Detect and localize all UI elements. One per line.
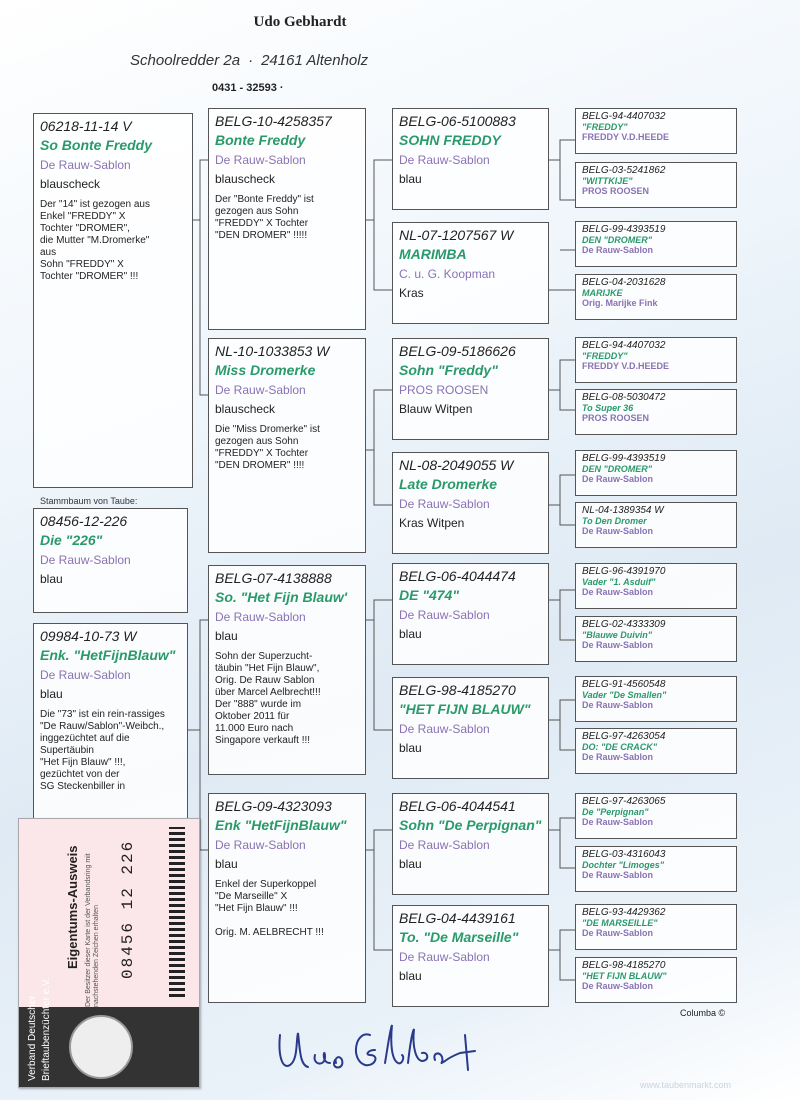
- pedigree-note: Die "73" ist ein rein-rassiges "De Rauw/Sablon"-Weibch., inggezüchtet auf die Supertäubin "Het Fijn Blauw" !!!, gezüchtet von der SG Steckenbiller in: [40, 709, 165, 792]
- ring-number: 06218-11-14 V: [40, 118, 132, 134]
- pigeon-name: DEN "DROMER": [582, 464, 653, 474]
- pigeon-name: DO: "DE CRACK": [582, 742, 658, 752]
- grandparent-card: [392, 338, 549, 440]
- ring-number: BELG-09-4323093: [215, 798, 332, 814]
- great-grandparent-card: [575, 108, 737, 154]
- grandparent-card: [392, 452, 549, 554]
- ring-number: BELG-06-4044474: [399, 568, 516, 584]
- color: Blauw Witpen: [399, 402, 473, 416]
- ring-number: BELG-06-5100883: [399, 113, 516, 129]
- pedigree-note: Die "Miss Dromerke" ist gezogen aus Sohn "FREDDY" X Tochter "DEN DROMER" !!!!: [215, 424, 320, 471]
- color: blau: [399, 172, 422, 186]
- color: blau: [399, 627, 422, 641]
- second-pigeon-card: [33, 508, 188, 613]
- breeder: De Rauw-Sablon: [582, 640, 654, 650]
- card-subtext: Der Besitzer dieser Karte ist der Verbandsring mit nachstehenden Zeichen erhalten: [85, 853, 101, 1007]
- great-grandparent-card: [575, 221, 737, 267]
- great-grandparent-card: [575, 162, 737, 208]
- pigeon-name: Enk. "HetFijnBlauw": [40, 647, 176, 663]
- breeder: De Rauw-Sablon: [399, 838, 490, 852]
- great-grandparent-card: [575, 846, 737, 892]
- ring-number: BELG-08-5030472: [582, 392, 666, 403]
- ring-number: 09984-10-73 W: [40, 628, 137, 644]
- card-title: Eigentums-Ausweis: [65, 845, 80, 969]
- color: blau: [399, 969, 422, 983]
- color: blauscheck: [215, 402, 276, 416]
- pigeon-name: "FREDDY": [582, 122, 628, 132]
- breeder: De Rauw-Sablon: [215, 610, 306, 624]
- street: Schoolredder 2a: [130, 52, 241, 69]
- owner-phone: 0431 - 32593 ·: [212, 82, 284, 94]
- pigeon-name: DEN "DROMER": [582, 235, 653, 245]
- breeder: PROS ROOSEN: [582, 413, 650, 423]
- great-grandparent-card: [575, 563, 737, 609]
- pigeon-name: "HET FIJN BLAUW": [582, 971, 667, 981]
- ring-number: BELG-99-4393519: [582, 224, 666, 235]
- great-grandparent-card: [575, 450, 737, 496]
- color: blau: [215, 629, 238, 643]
- breeder: FREDDY V.D.HEEDE: [582, 361, 670, 371]
- card-org-line1: Verband Deutscher: [27, 995, 38, 1081]
- grandparent-card: [392, 563, 549, 665]
- pigeon-name: Late Dromerke: [399, 476, 498, 492]
- ring-number: BELG-03-5241862: [582, 165, 666, 176]
- ring-number: BELG-96-4391970: [582, 566, 666, 577]
- pigeon-name: SOHN FREDDY: [399, 132, 501, 148]
- parent-card: [208, 565, 366, 775]
- ring-number: BELG-93-4429362: [582, 907, 666, 918]
- breeder: De Rauw-Sablon: [582, 587, 654, 597]
- pigeon-name: So. "Het Fijn Blauw': [215, 589, 348, 605]
- breeder: De Rauw-Sablon: [582, 870, 654, 880]
- breeder: De Rauw-Sablon: [399, 608, 490, 622]
- breeder: De Rauw-Sablon: [582, 474, 654, 484]
- pedigree-caption: Stammbaum von Taube:: [40, 496, 138, 506]
- grandparent-card: [392, 793, 549, 895]
- pigeon-name: "HET FIJN BLAUW": [399, 701, 531, 717]
- ring-number: BELG-06-4044541: [399, 798, 516, 814]
- ring-number: BELG-02-4333309: [582, 619, 666, 630]
- color: Kras: [399, 286, 424, 300]
- breeder: PROS ROOSEN: [399, 383, 489, 397]
- great-grandparent-card: [575, 389, 737, 435]
- pedigree-note: Sohn der Superzucht- täubin "Het Fijn Blauw", Orig. De Rauw Sablon über Marcel Aelbrecht!!! Der "888" wurde im Oktober 2011 für 11.000 Euro nach Singapore verkauft !!!: [215, 651, 321, 746]
- breeder: C. u. G. Koopman: [399, 267, 496, 281]
- great-grandparent-card: [575, 676, 737, 722]
- pigeon-name: To Den Dromer: [582, 516, 647, 526]
- breeder: De Rauw-Sablon: [582, 526, 654, 536]
- pigeon-name: De "Perpignan": [582, 807, 649, 817]
- ownership-card: [18, 818, 200, 1088]
- grandparent-card: [392, 677, 549, 779]
- handwritten-signature: [270, 1015, 500, 1085]
- great-grandparent-card: [575, 274, 737, 320]
- pigeon-name: DE "474": [399, 587, 459, 603]
- breeder: De Rauw-Sablon: [582, 928, 654, 938]
- breeder: De Rauw-Sablon: [582, 752, 654, 762]
- ring-number: NL-04-1389354 W: [582, 505, 664, 516]
- card-ring-number: 08456 12 226: [119, 839, 137, 979]
- pedigree-note: Enkel der Superkoppel "De Marseille" X "Het Fijn Blauw" !!! Orig. M. AELBRECHT !!!: [215, 879, 324, 938]
- breeder: De Rauw-Sablon: [215, 153, 306, 167]
- ring-number: BELG-97-4263065: [582, 796, 666, 807]
- ring-number: NL-10-1033853 W: [215, 343, 330, 359]
- ring-number: BELG-99-4393519: [582, 453, 666, 464]
- ring-number: NL-07-1207567 W: [399, 227, 514, 243]
- subject-pigeon-card: [33, 113, 193, 488]
- pigeon-name: Sohn "De Perpignan": [399, 817, 542, 833]
- pigeon-name: Enk "HetFijnBlauw": [215, 817, 347, 833]
- pigeon-name: Miss Dromerke: [215, 362, 316, 378]
- breeder: PROS ROOSEN: [582, 186, 650, 196]
- great-grandparent-card: [575, 616, 737, 662]
- great-grandparent-card: [575, 957, 737, 1003]
- ring-number: BELG-97-4263054: [582, 731, 666, 742]
- breeder: FREDDY V.D.HEEDE: [582, 132, 670, 142]
- breeder: De Rauw-Sablon: [215, 383, 306, 397]
- ring-number: BELG-91-4560548: [582, 679, 666, 690]
- great-grandparent-card: [575, 728, 737, 774]
- color: blauscheck: [40, 177, 101, 191]
- great-grandparent-card: [575, 502, 737, 548]
- ring-number: BELG-98-4185270: [399, 682, 516, 698]
- ring-number: BELG-07-4138888: [215, 570, 332, 586]
- color: blauscheck: [215, 172, 276, 186]
- pigeon-name: To. "De Marseille": [399, 929, 519, 945]
- breeder: De Rauw-Sablon: [399, 950, 490, 964]
- ring-number: BELG-04-4439161: [399, 910, 516, 926]
- breeder: De Rauw-Sablon: [582, 817, 654, 827]
- ring-number: 08456-12-226: [40, 513, 128, 529]
- pigeon-name: Bonte Freddy: [215, 132, 306, 148]
- site-watermark: www.taubenmarkt.com: [640, 1080, 732, 1090]
- breeder: De Rauw-Sablon: [399, 153, 490, 167]
- ring-number: BELG-94-4407032: [582, 340, 666, 351]
- pigeon-name: Dochter "Limoges": [582, 860, 665, 870]
- color: blau: [40, 687, 63, 701]
- color: blau: [399, 857, 422, 871]
- pedigree-note: Der "14" ist gezogen aus Enkel "FREDDY" X Tochter "DROMER", die Mutter "M.Dromerke" aus Sohn "FREDDY" X Tochter "DROMER" !!!: [40, 199, 150, 282]
- pigeon-name: Sohn "Freddy": [399, 362, 498, 378]
- pigeon-name: So Bonte Freddy: [40, 137, 153, 153]
- owner-name: Udo Gebhardt: [253, 14, 347, 30]
- columba-credit: Columba ©: [680, 1008, 726, 1018]
- great-grandparent-card: [575, 904, 737, 950]
- card-org-line2: Brieftaubenzüchter e.V.: [41, 977, 52, 1081]
- breeder: De Rauw-Sablon: [582, 700, 654, 710]
- city: 24161 Altenholz: [261, 52, 369, 69]
- breeder: De Rauw-Sablon: [399, 497, 490, 511]
- ownership-card-content: [19, 819, 199, 1087]
- pigeon-logo-icon: [69, 1015, 133, 1079]
- parent-card: [208, 338, 366, 553]
- ring-number: BELG-98-4185270: [582, 960, 666, 971]
- ring-number: BELG-94-4407032: [582, 111, 666, 122]
- ring-number: BELG-04-2031628: [582, 277, 666, 288]
- pigeon-name: Vader "De Smallen": [582, 690, 667, 700]
- pigeon-name: "DE MARSEILLE": [582, 918, 658, 928]
- ring-number: NL-08-2049055 W: [399, 457, 514, 473]
- ring-number: BELG-03-4316043: [582, 849, 666, 860]
- pigeon-name: "WITTKIJE": [582, 176, 633, 186]
- parent-card: [208, 793, 366, 1003]
- breeder: De Rauw-Sablon: [40, 158, 131, 172]
- grandparent-card: [392, 905, 549, 1007]
- pigeon-name: To Super 36: [582, 403, 634, 413]
- breeder: Orig. Marijke Fink: [582, 298, 658, 308]
- breeder: De Rauw-Sablon: [399, 722, 490, 736]
- ring-number: BELG-10-4258357: [215, 113, 332, 129]
- great-grandparent-card: [575, 337, 737, 383]
- ring-number: BELG-09-5186626: [399, 343, 516, 359]
- card-barcode-strip: [169, 827, 185, 997]
- color: blau: [399, 741, 422, 755]
- grandparent-card: [392, 222, 549, 324]
- grandparent-card: [392, 108, 549, 210]
- color: blau: [40, 572, 63, 586]
- breeder: De Rauw-Sablon: [582, 245, 654, 255]
- breeder: De Rauw-Sablon: [40, 553, 131, 567]
- pigeon-name: "Blauwe Duivin": [582, 630, 653, 640]
- breeder: De Rauw-Sablon: [40, 668, 131, 682]
- pigeon-name: MARIJKE: [582, 288, 623, 298]
- pedigree-note: Der "Bonte Freddy" ist gezogen aus Sohn "FREDDY" X Tochter "DEN DROMER" !!!!!: [215, 194, 314, 241]
- parent-card: [208, 108, 366, 330]
- pigeon-name: MARIMBA: [399, 246, 467, 262]
- breeder: De Rauw-Sablon: [215, 838, 306, 852]
- great-grandparent-card: [575, 793, 737, 839]
- pigeon-name: Die "226": [40, 532, 103, 548]
- third-pigeon-card: [33, 623, 188, 823]
- color: Kras Witpen: [399, 516, 465, 530]
- color: blau: [215, 857, 238, 871]
- address-separator: ·: [248, 52, 254, 69]
- pigeon-name: Vader "1. Asduif": [582, 577, 656, 587]
- pigeon-name: "FREDDY": [582, 351, 628, 361]
- breeder: De Rauw-Sablon: [582, 981, 654, 991]
